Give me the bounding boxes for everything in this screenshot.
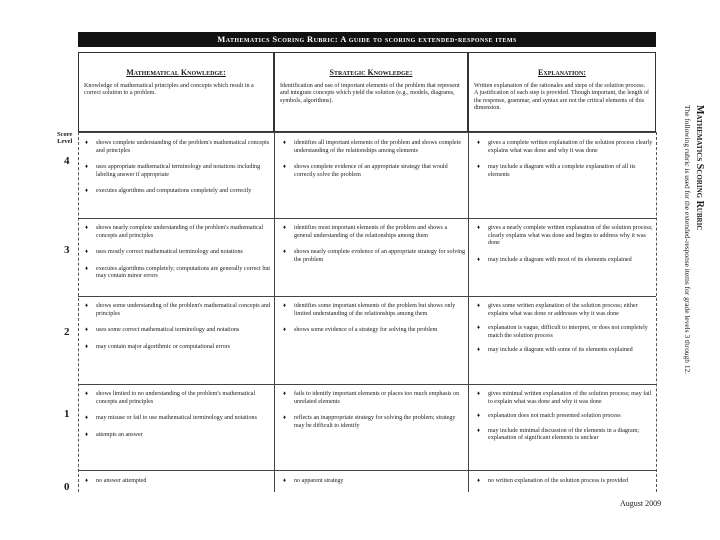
header-description: Knowledge of mathematical principles and concepts which result in a correct solution to a problem. xyxy=(84,83,254,97)
cell-strategic-1 xyxy=(280,391,466,434)
criterion: ♦ identifies some important elements of the problem but shows only limited understanding of the relationships among them xyxy=(280,303,466,318)
criterion: ♦ may contain major algorithmic or computational errors xyxy=(82,344,272,352)
score-2: 2 xyxy=(64,326,70,338)
criterion: ♦ shows complete understanding of the problem's mathematical concepts and principles xyxy=(82,140,272,155)
score-4: 4 xyxy=(64,155,70,167)
criterion: ♦ may misuse or fail to use mathematical terminology and notations xyxy=(82,415,272,423)
score-label-bottom: Level xyxy=(57,138,73,145)
cell-explanation-4 xyxy=(474,140,654,183)
header-mathematical-knowledge xyxy=(78,52,274,132)
criterion: ♦ no answer attempted xyxy=(82,478,272,486)
criterion: ♦ may include a diagram with some of its elements explained xyxy=(474,347,654,355)
cell-explanation-2 xyxy=(474,303,654,359)
cell-math-0 xyxy=(82,478,272,490)
criterion: ♦ uses appropriate mathematical terminology and notations including labeling answer if appropriate xyxy=(82,164,272,179)
header-title: Explanation: xyxy=(538,68,586,77)
criterion: ♦ executes algorithms and computations completely and correctly xyxy=(82,188,272,196)
grid-line xyxy=(78,132,79,492)
grid-line xyxy=(468,132,469,492)
criterion: ♦ explanation is vague, difficult to interpret, or does not completely match the solution process xyxy=(474,325,654,340)
header-description: Written explanation of the rationales and steps of the solution process. A justification of each step is provided. Though important, the length of the response, grammar, and syntax are not the critical elements of this dimension. xyxy=(474,83,650,112)
side-subtitle: The following rubric is used for the extended-response items for grade levels 3 through 12. xyxy=(683,105,692,375)
criterion: ♦ may include minimal discussion of the elements in a diagram; explanation of significant elements is unclear xyxy=(474,428,654,443)
side-caption xyxy=(683,105,710,505)
criterion: ♦ no written explanation of the solution process is provided xyxy=(474,478,654,486)
header-strategic-knowledge xyxy=(274,52,468,132)
criterion: ♦ gives some written explanation of the solution process; either explains what was done or addresses why it was done xyxy=(474,303,654,318)
criterion: ♦ shows some evidence of a strategy for solving the problem xyxy=(280,327,466,335)
score-label-top: Score xyxy=(57,131,73,138)
criterion: ♦ shows nearly complete evidence of an appropriate strategy for solving the problem xyxy=(280,249,466,264)
criterion: ♦ fails to identify important elements or places too much emphasis on unrelated elements xyxy=(280,391,466,406)
cell-math-4 xyxy=(82,140,272,200)
criterion: ♦ gives minimal written explanation of the solution process; may fail to explain what was done and why it was done xyxy=(474,391,654,406)
criterion: ♦ reflects an inappropriate strategy for solving the problem; strategy may be difficult to identify xyxy=(280,415,466,430)
grid-line xyxy=(78,218,656,219)
rubric-title: Mathematics Scoring Rubric: A guide to scoring extended-response items xyxy=(78,32,656,47)
criterion: ♦ gives a nearly complete written explanation of the solution process; clearly explains what was done and begins to address why it was done xyxy=(474,225,654,248)
criterion: ♦ identifies most important elements of the problem and shows a general understanding of the relationships among them xyxy=(280,225,466,240)
score-0: 0 xyxy=(64,481,70,493)
cell-strategic-2 xyxy=(280,303,466,339)
criterion: ♦ shows some understanding of the problem's mathematical concepts and principles xyxy=(82,303,272,318)
cell-explanation-3 xyxy=(474,225,654,268)
side-title: Mathematics Scoring Rubric xyxy=(694,105,705,231)
cell-strategic-3 xyxy=(280,225,466,268)
grid-line xyxy=(78,296,656,297)
cell-math-1 xyxy=(82,391,272,443)
criterion: ♦ explanation does not match presented solution process xyxy=(474,413,654,421)
grid-line xyxy=(656,132,657,492)
grid-line xyxy=(274,132,275,492)
cell-explanation-1 xyxy=(474,391,654,447)
cell-strategic-0 xyxy=(280,478,466,490)
criterion: ♦ uses mostly correct mathematical terminology and notations xyxy=(82,249,272,257)
date-footer: August 2009 xyxy=(620,499,662,508)
cell-explanation-0 xyxy=(474,478,654,490)
criterion: ♦ shows limited to no understanding of the problem's mathematical concepts and principles xyxy=(82,391,272,406)
criterion: ♦ executes algorithms completely; computations are generally correct but may contain minor errors xyxy=(82,266,272,281)
criterion: ♦ gives a complete written explanation of the solution process clearly explains what was done and why it was done xyxy=(474,140,654,155)
grid-line xyxy=(78,384,656,385)
criterion: ♦ identifies all important elements of the problem and shows complete understanding of the relationships among elements xyxy=(280,140,466,155)
grid-line xyxy=(78,470,656,471)
criterion: ♦ may include a diagram with a complete explanation of all its elements xyxy=(474,164,654,179)
header-title: Strategic Knowledge: xyxy=(329,68,413,77)
criterion: ♦ may include a diagram with most of its elements explained xyxy=(474,257,654,265)
score-1: 1 xyxy=(64,408,70,420)
grid-line xyxy=(78,132,656,133)
criterion: ♦ uses some correct mathematical terminology and notations xyxy=(82,327,272,335)
header-explanation xyxy=(468,52,656,132)
side-caption-text xyxy=(683,105,710,505)
criterion: ♦ attempts an answer xyxy=(82,432,272,440)
criterion: ♦ shows complete evidence of an appropriate strategy that would correctly solve the problem xyxy=(280,164,466,179)
criterion: ♦ no apparent strategy xyxy=(280,478,466,486)
cell-math-3 xyxy=(82,225,272,285)
criterion: ♦ shows nearly complete understanding of the problem's mathematical concepts and principles xyxy=(82,225,272,240)
header-title: Mathematical Knowledge: xyxy=(126,68,226,77)
score-3: 3 xyxy=(64,244,70,256)
cell-strategic-4 xyxy=(280,140,466,183)
header-description: Identification and use of important elements of the problem that represent and integrate concepts which yield the solution (e.g., models, diagrams, symbols, algorithms). xyxy=(280,83,460,104)
score-level-label xyxy=(57,131,72,145)
cell-math-2 xyxy=(82,303,272,355)
